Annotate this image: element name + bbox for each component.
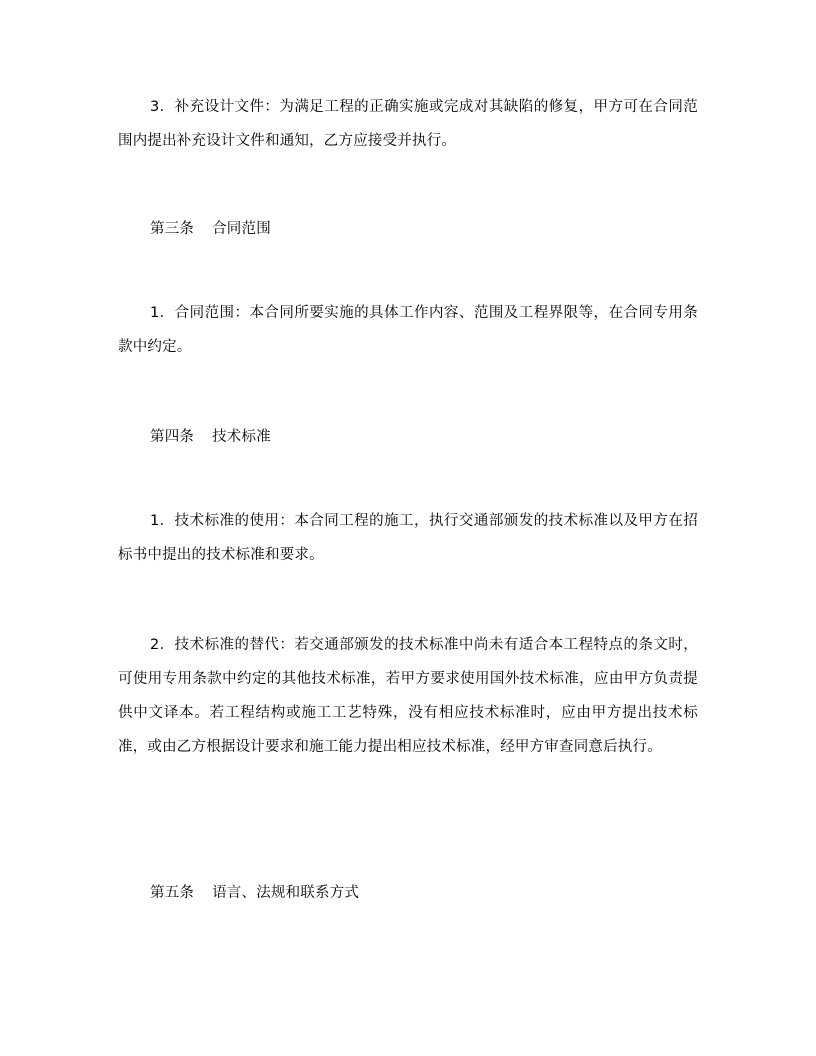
article-number: 第三条 bbox=[150, 221, 195, 237]
paragraph-supplementary-design: 3．补充设计文件：为满足工程的正确实施或完成对其缺陷的修复，甲方可在合同范围内提出补充设计文件和通知，乙方应接受并执行。 bbox=[118, 99, 698, 149]
heading-article-3 bbox=[150, 212, 271, 246]
article-number: 第五条 bbox=[150, 885, 195, 901]
paragraph-standard-usage: 1．技术标准的使用：本合同工程的施工，执行交通部颁发的技术标准以及甲方在招标书中提出的技术标准和要求。 bbox=[118, 513, 698, 563]
article-title: 合同范围 bbox=[212, 221, 271, 237]
article-title: 技术标准 bbox=[212, 429, 271, 445]
article-number: 第四条 bbox=[150, 429, 195, 445]
heading-article-4 bbox=[150, 420, 271, 454]
article-title: 语言、法规和联系方式 bbox=[212, 885, 360, 901]
paragraph-standard-substitution: 2．技术标准的替代：若交通部颁发的技术标准中尚未有适合本工程特点的条文时，可使用专用条款中约定的其他技术标准，若甲方要求使用国外技术标准，应由甲方负责提供中文译本。若工程结构或施工工艺特殊，没有相应技术标准时，应由甲方提出技术标准，或由乙方根据设计要求和施工能力提出相应技术标准，经甲方审查同意后执行。 bbox=[118, 637, 698, 755]
paragraph-contract-scope: 1．合同范围：本合同所要实施的具体工作内容、范围及工程界限等，在合同专用条款中约定。 bbox=[118, 305, 698, 355]
heading-article-5 bbox=[150, 876, 359, 910]
